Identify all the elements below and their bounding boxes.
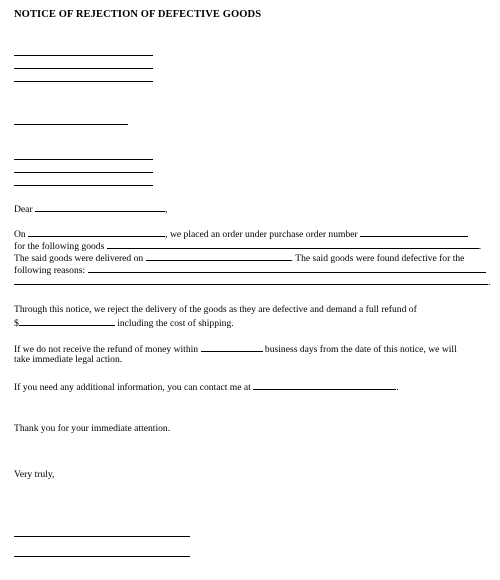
closing-line	[14, 469, 54, 481]
dollar-sign: $	[14, 318, 19, 329]
legal-action-text: take immediate legal action.	[14, 354, 123, 365]
following-reasons-text: following reasons:	[14, 265, 86, 276]
recipient-name-blank[interactable]	[35, 202, 165, 212]
rejection-text: Through this notice, we reject the delivery of the goods as they are defective and demand a full refund of	[14, 304, 417, 315]
sender-address-line-1[interactable]	[14, 55, 153, 56]
business-days-blank[interactable]	[201, 342, 263, 352]
closing-text: Very truly,	[14, 469, 55, 480]
shipping-text: including the cost of shipping.	[117, 318, 234, 329]
refund-within-text: If we do not receive the refund of money within	[14, 344, 199, 355]
sender-address-line-2[interactable]	[14, 68, 153, 69]
thanks-text: Thank you for your immediate attention.	[14, 423, 171, 434]
placed-order-text: , we placed an order under purchase order number	[165, 229, 358, 240]
on-text: On	[14, 229, 26, 240]
purchase-order-number-blank[interactable]	[360, 227, 468, 237]
signature-line[interactable]	[14, 536, 190, 537]
salutation-comma: ,	[165, 204, 168, 215]
sender-address-line-3[interactable]	[14, 81, 153, 82]
for-goods-text: for the following goods	[14, 241, 105, 252]
contact-period: .	[396, 382, 399, 393]
refund-amount-line	[14, 316, 234, 330]
printed-name-line[interactable]	[14, 556, 190, 557]
refund-amount-blank[interactable]	[19, 316, 115, 326]
reasons-period: .	[488, 277, 491, 288]
reasons-blank-1[interactable]	[88, 263, 486, 273]
reasons-blank-2[interactable]	[14, 275, 488, 285]
goods-period: .	[478, 241, 482, 252]
salutation-line	[14, 202, 167, 216]
recipient-address-line-1[interactable]	[14, 159, 153, 160]
thanks-line	[14, 423, 170, 435]
contact-line	[14, 380, 399, 394]
goods-description-blank[interactable]	[107, 239, 479, 249]
legal-action-line	[14, 354, 122, 366]
rejection-line	[14, 304, 417, 316]
contact-details-blank[interactable]	[253, 380, 396, 390]
order-date-blank[interactable]	[28, 227, 165, 237]
document-title: NOTICE OF REJECTION OF DEFECTIVE GOODS	[14, 9, 262, 20]
found-defective-text: . The said goods were found defective for the	[290, 253, 465, 264]
recipient-address-line-2[interactable]	[14, 172, 153, 173]
delivered-on-text: The said goods were delivered on	[14, 253, 144, 264]
recipient-address-line-3[interactable]	[14, 185, 153, 186]
contact-text: If you need any additional information, you can contact me at	[14, 382, 251, 393]
business-days-text: business days from the date of this notice, we will	[264, 344, 457, 355]
date-line[interactable]	[14, 124, 128, 125]
salutation-text: Dear	[14, 204, 33, 215]
reasons-line-2	[14, 275, 490, 289]
delivery-date-blank[interactable]	[146, 251, 291, 261]
